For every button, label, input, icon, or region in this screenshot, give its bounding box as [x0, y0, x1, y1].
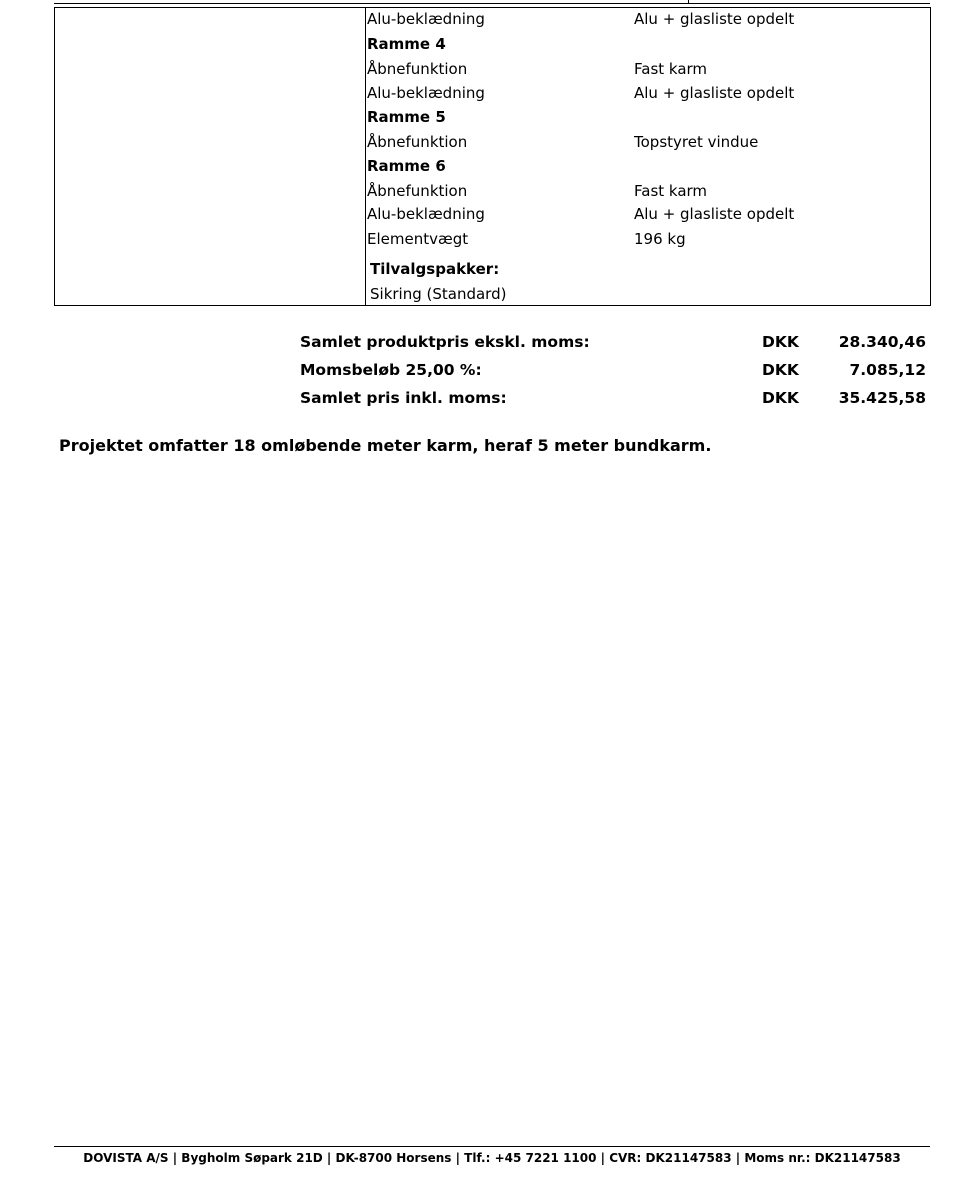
options-item: Sikring (Standard): [370, 285, 507, 303]
spec-label: Ramme 4: [367, 35, 446, 53]
previous-table-bottom-border: [54, 3, 930, 4]
spec-value: Topstyret vindue: [634, 133, 759, 151]
project-note: Projektet omfatter 18 omløbende meter karm, heraf 5 meter bundkarm.: [59, 436, 712, 455]
spec-label: Ramme 5: [367, 108, 446, 126]
price-totals: [300, 333, 926, 417]
total-currency: DKK: [762, 361, 799, 379]
spec-label: Alu-beklædning: [367, 10, 485, 28]
spec-value: Fast karm: [634, 182, 708, 200]
total-row: [300, 361, 926, 389]
company-footer: DOVISTA A/S | Bygholm Søpark 21D | DK-8700 Horsens | Tlf.: +45 7221 1100 | CVR: DK21147583 | Moms nr.: DK21147583: [83, 1151, 901, 1165]
spec-label: Åbnefunktion: [367, 60, 468, 78]
spec-label: Alu-beklædning: [367, 205, 485, 223]
spec-value: Fast karm: [634, 60, 708, 78]
total-amount: 7.085,12: [849, 361, 926, 379]
spec-label: Åbnefunktion: [367, 182, 468, 200]
spec-value: Alu + glasliste opdelt: [634, 10, 795, 28]
spec-label: Ramme 6: [367, 157, 446, 175]
spec-label: Alu-beklædning: [367, 84, 485, 102]
total-row: [300, 333, 926, 361]
previous-table-column-tick: [688, 0, 689, 4]
spec-value: Alu + glasliste opdelt: [634, 205, 795, 223]
spec-table: [54, 7, 931, 306]
spec-value: Alu + glasliste opdelt: [634, 84, 795, 102]
options-heading: Tilvalgspakker:: [370, 260, 500, 278]
total-amount: 35.425,58: [838, 389, 926, 407]
total-label: Momsbeløb 25,00 %:: [300, 361, 482, 379]
total-currency: DKK: [762, 333, 799, 351]
total-label: Samlet pris inkl. moms:: [300, 389, 507, 407]
footer-divider: [54, 1146, 930, 1147]
total-currency: DKK: [762, 389, 799, 407]
spec-table-divider: [365, 8, 366, 305]
total-label: Samlet produktpris ekskl. moms:: [300, 333, 590, 351]
total-amount: 28.340,46: [838, 333, 926, 351]
spec-label: Elementvægt: [367, 230, 469, 248]
spec-value: 196 kg: [634, 230, 686, 248]
total-row: [300, 389, 926, 417]
spec-label: Åbnefunktion: [367, 133, 468, 151]
